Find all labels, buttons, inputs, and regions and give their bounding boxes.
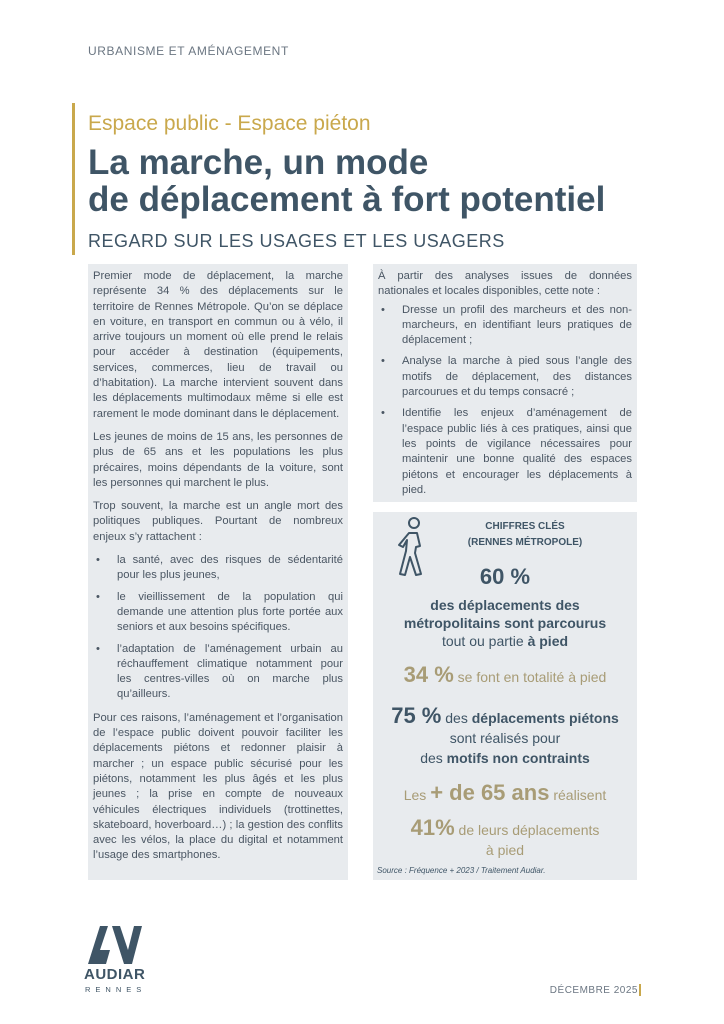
publication-date: DÉCEMBRE 2025 — [549, 985, 638, 996]
stat-60-value: 60 % — [479, 564, 531, 589]
title-line-1: La marche, un mode — [88, 143, 429, 182]
logo-name: AUDIAR — [84, 966, 146, 983]
paragraph-note-intro: À partir des analyses issues de données nationales et locales disponibles, cette note : — [378, 270, 632, 298]
title-accent-bar — [72, 103, 75, 255]
source-note: Source : Fréquence + 2023 / Traitement Audiar. — [377, 866, 546, 875]
list-item: • le vieillissement de la population qui demande une attention plus forte portée aux seniors et aux besoins spécifiques. — [96, 590, 343, 634]
note-list — [378, 303, 632, 499]
section-label: URBANISME ET AMÉNAGEMENT — [88, 44, 289, 58]
document-title — [88, 144, 605, 218]
bullet-icon: • — [381, 407, 385, 420]
left-text-column — [88, 264, 348, 880]
document-tagline: REGARD SUR LES USAGES ET LES USAGERS — [88, 231, 505, 251]
document-subtitle: Espace public - Espace piéton — [88, 112, 371, 135]
list-item: • Dresse un profil des marcheurs et des non-marcheurs, en identifiant leurs pratiques de déplacement ; — [381, 303, 632, 347]
bullet-icon: • — [96, 642, 100, 655]
stat-41: 41% de leurs déplacements à pied — [410, 815, 600, 858]
list-item: • Identifie les enjeux d’aménagement de l’espace public liés à ces pratiques, ainsi que les points de vigilance nécessaires pour maintenir une bonne qualité des espaces piétons et encourager les déplacements à pied. — [381, 407, 632, 496]
list-item: • l’adaptation de l’aménagement urbain au réchauffement climatique notamment pour les centres-villes où on marche plus qu’ailleurs. — [96, 642, 343, 701]
paragraph-intro: Premier mode de déplacement, la marche représente 34 % des déplacements sur le territoire de Rennes Métropole. Qu’on se déplace en voiture, en transport en commun ou à vélo, il arrive toujours un moment où elle prend le relais pour accéder à destination (équipements, services, commerces, lieu de travail ou d’habitation). La marche intervient souvent dans les déplacements multimodaux même si elle est rarement le mode dominant dans le déplacement. — [93, 270, 343, 420]
bullet-icon: • — [381, 355, 385, 368]
paragraph-walkers: Les jeunes de moins de 15 ans, les personnes de plus de 65 ans et les populations les plus précaires, moins dépendants de la voiture, sont les personnes qui marchent le plus. — [93, 430, 343, 489]
date-accent-bar — [639, 984, 641, 996]
key-figures-box — [373, 512, 637, 880]
stat-60-description: des déplacements des métropolitains sont parcourus tout ou partie à pied — [403, 597, 607, 649]
title-line-2: de déplacement à fort potentiel — [88, 180, 606, 219]
paragraph-conclusion: Pour ces raisons, l’aménagement et l’organisation de l’espace public doivent pouvoir faciliter les déplacements piétons et redonner plaisir à marcher ; un espace public sécurisé pour les piétons, notamment les plus âgés et les plus jeunes ; la prise en compte de nouveaux véhicules électriques individuels (trottinettes, skateboard, hoverboard…) ; la gestion des conflits avec les vélos, la place du digital et notamment l’usage des smartphones. — [93, 711, 343, 862]
logo-city: RENNES — [85, 985, 147, 994]
bullet-icon: • — [96, 554, 100, 567]
audiar-logo-icon — [86, 922, 146, 966]
bullet-icon: • — [381, 303, 385, 316]
list-item: • la santé, avec des risques de sédentarité pour les plus jeunes, — [96, 554, 343, 582]
key-figures-heading: CHIFFRES CLÉS (RENNES MÉTROPOLE) — [467, 521, 583, 548]
list-item: • Analyse la marche à pied sous l’angle des motifs de déplacement, des distances parcourues et du temps consacré ; — [381, 355, 632, 399]
issues-list — [93, 553, 343, 703]
bullet-icon: • — [96, 590, 100, 603]
stat-75: 75 % des déplacements piétons sont réalisés pour des motifs non contraints — [391, 703, 619, 766]
right-text-column — [373, 264, 637, 502]
stat-34: 34 % se font en totalité à pied — [403, 662, 607, 687]
paragraph-issues: Trop souvent, la marche est un angle mort des politiques publiques. Pourtant de nombreux enjeux s’y rattachent : — [93, 500, 343, 543]
stat-65-years: Les + de 65 ans réalisent — [403, 780, 607, 805]
